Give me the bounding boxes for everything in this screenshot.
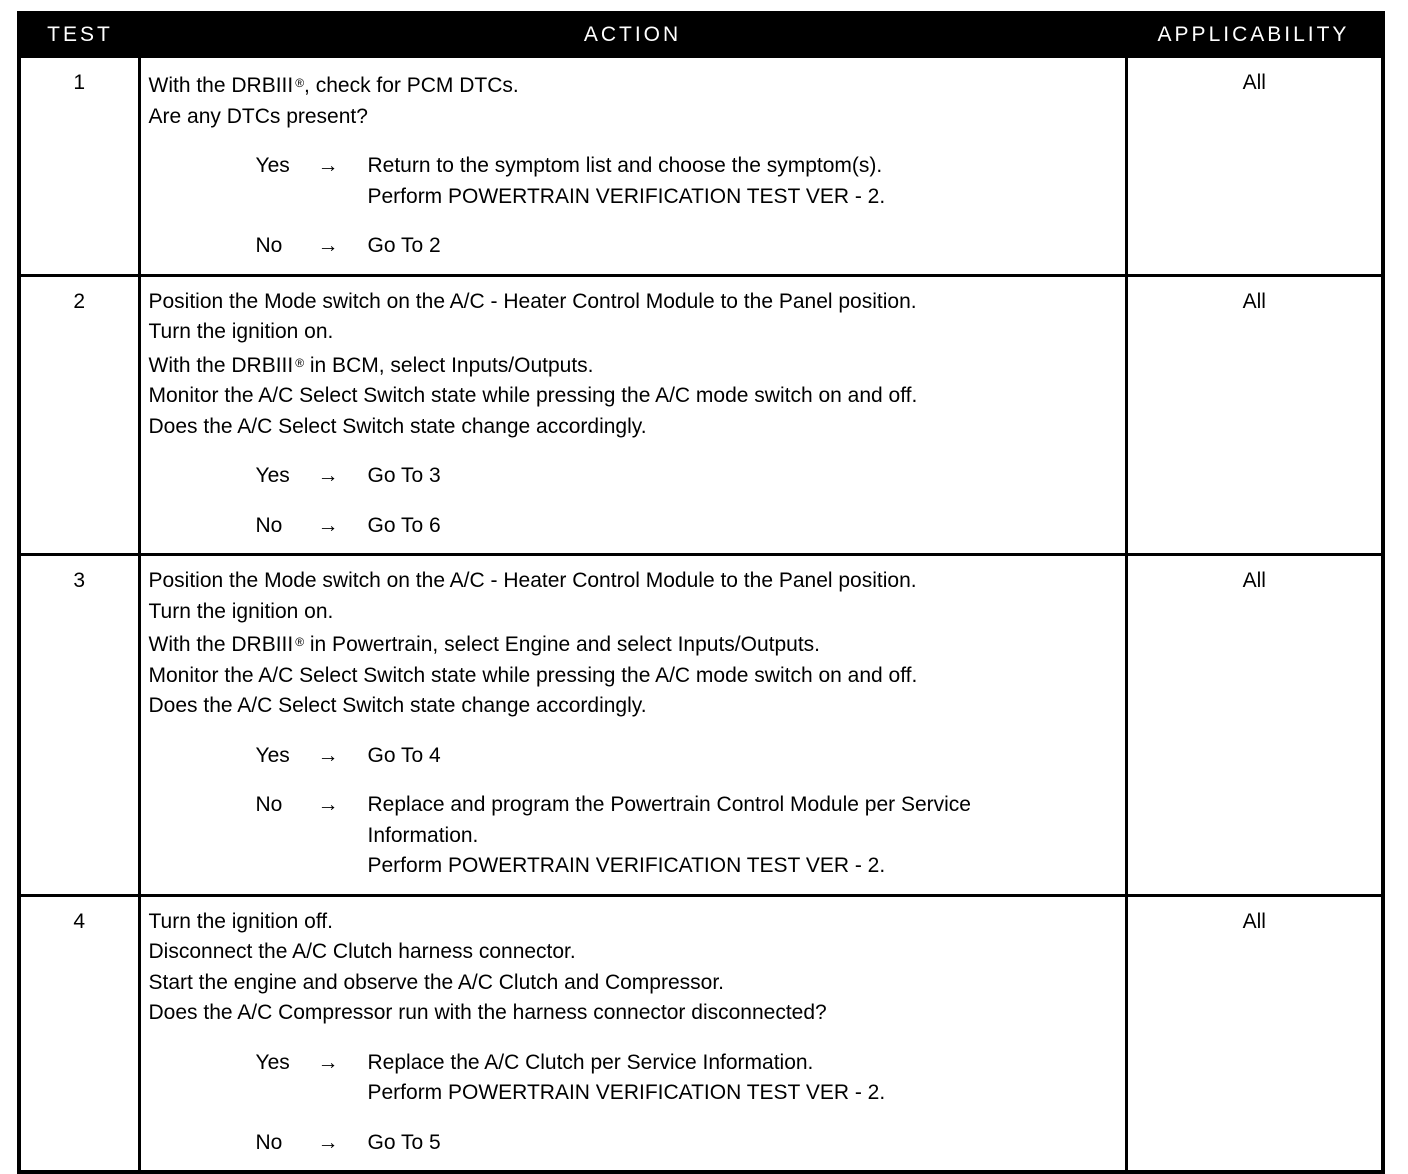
- outcome-result: [368, 1048, 1121, 1109]
- outcome-result: [368, 1128, 1121, 1159]
- outcome-result: [368, 151, 1121, 212]
- outcome-label: No: [255, 513, 283, 537]
- arrow-right-icon: →: [317, 464, 339, 487]
- header-test: TEST: [19, 13, 139, 57]
- outcome-label: Yes: [255, 1050, 290, 1074]
- action-instruction: Disconnect the A/C Clutch harness connector.: [148, 940, 576, 963]
- outcome-no: [149, 511, 1121, 542]
- header-action: ACTION: [139, 13, 1126, 57]
- instruction-text: With the DRBIII: [148, 633, 294, 656]
- header-applicability: APPLICABILITY: [1126, 13, 1383, 57]
- outcome-label: Yes: [255, 154, 290, 177]
- arrow-right-icon: →: [317, 513, 339, 537]
- test-number: 3: [19, 555, 139, 896]
- table-row: [19, 57, 1383, 276]
- instruction-text: in BCM, select Inputs/Outputs.: [304, 353, 594, 377]
- test-number: 2: [19, 275, 139, 555]
- outcome-yes: [149, 151, 1121, 212]
- outcome-label: Yes: [255, 464, 290, 487]
- outcome-result: [368, 231, 1121, 262]
- table-row: [19, 555, 1383, 896]
- table-row: [19, 275, 1383, 555]
- outcome-result-line: Information.: [367, 823, 479, 847]
- registered-mark: ®: [295, 635, 305, 649]
- action-cell: [139, 555, 1126, 896]
- outcome-result-line: Perform POWERTRAIN VERIFICATION TEST VER - 2.: [367, 854, 886, 877]
- applicability-value: All: [1126, 57, 1383, 276]
- outcome-result-line: Go To 2: [367, 234, 441, 257]
- outcome-result: [368, 511, 1121, 542]
- outcome-yes: [149, 741, 1121, 772]
- arrow-right-icon: →: [317, 743, 339, 767]
- outcome-result-line: Perform POWERTRAIN VERIFICATION TEST VER - 2.: [367, 184, 886, 208]
- arrow-right-icon: →: [317, 234, 339, 257]
- instruction-text: With the DRBIII: [148, 74, 294, 97]
- arrow-right-icon: →: [317, 154, 339, 177]
- action-cell: [139, 57, 1126, 276]
- action-instruction: Does the A/C Select Switch state change accordingly.: [148, 694, 647, 717]
- outcome-result-line: Go To 4: [367, 743, 441, 767]
- test-number: 4: [19, 895, 139, 1172]
- action-instruction: Does the A/C Compressor run with the harness connector disconnected?: [148, 1001, 827, 1024]
- action-instruction: Turn the ignition on.: [148, 599, 334, 623]
- outcome-result-line: Return to the symptom list and choose the symptom(s).: [367, 154, 883, 177]
- outcome-label: No: [255, 793, 283, 816]
- outcome-label: No: [255, 234, 283, 257]
- action-instruction: Monitor the A/C Select Switch state while pressing the A/C mode switch on and off.: [148, 384, 918, 407]
- registered-mark: ®: [295, 76, 305, 90]
- action-instruction: [149, 348, 1121, 382]
- applicability-value: All: [1126, 555, 1383, 896]
- table-header-row: [19, 13, 1383, 57]
- outcome-result-line: Go To 6: [367, 513, 441, 537]
- action-cell: [139, 275, 1126, 555]
- outcome-no: [149, 790, 1121, 882]
- outcome-result-line: Perform POWERTRAIN VERIFICATION TEST VER - 2.: [367, 1081, 886, 1104]
- outcome-result-line: Go To 5: [367, 1130, 441, 1154]
- outcome-result-line: Replace and program the Powertrain Control Module per Service: [367, 793, 971, 816]
- outcome-label: Yes: [255, 743, 290, 767]
- action-instruction: Position the Mode switch on the A/C - Heater Control Module to the Panel position.: [148, 289, 917, 313]
- instruction-text: , check for PCM DTCs.: [304, 74, 519, 97]
- action-cell: [139, 895, 1126, 1172]
- applicability-value: All: [1126, 895, 1383, 1172]
- outcome-no: [149, 231, 1121, 262]
- outcome-result: [368, 790, 1121, 882]
- action-instruction: [149, 68, 1121, 102]
- outcome-result: [368, 461, 1121, 492]
- table-body: [19, 57, 1383, 1173]
- action-instruction: Position the Mode switch on the A/C - Heater Control Module to the Panel position.: [148, 569, 917, 592]
- action-instruction: Monitor the A/C Select Switch state while pressing the A/C mode switch on and off.: [148, 663, 918, 687]
- action-instruction: [149, 627, 1121, 661]
- outcome-no: [149, 1128, 1121, 1159]
- outcome-label: No: [255, 1130, 283, 1154]
- arrow-right-icon: →: [317, 1130, 339, 1154]
- instruction-text: With the DRBIII: [148, 353, 294, 377]
- outcome-result: [368, 741, 1121, 772]
- arrow-right-icon: →: [317, 793, 339, 816]
- table-row: [19, 895, 1383, 1172]
- action-instruction: Turn the ignition off.: [148, 909, 333, 933]
- test-number: 1: [19, 57, 139, 276]
- action-instruction: Does the A/C Select Switch state change accordingly.: [148, 414, 647, 438]
- action-instruction: Are any DTCs present?: [148, 104, 368, 128]
- outcome-yes: [149, 1048, 1121, 1109]
- diagnostic-test-table: [17, 11, 1385, 1174]
- arrow-right-icon: →: [317, 1050, 339, 1074]
- outcome-result-line: Replace the A/C Clutch per Service Information.: [367, 1050, 814, 1074]
- registered-mark: ®: [295, 355, 305, 370]
- action-instruction: Start the engine and observe the A/C Clutch and Compressor.: [148, 970, 725, 994]
- outcome-yes: [149, 461, 1121, 492]
- outcome-result-line: Go To 3: [367, 464, 441, 487]
- instruction-text: in Powertrain, select Engine and select Inputs/Outputs.: [304, 633, 821, 656]
- applicability-value: All: [1126, 275, 1383, 555]
- action-instruction: Turn the ignition on.: [148, 320, 334, 343]
